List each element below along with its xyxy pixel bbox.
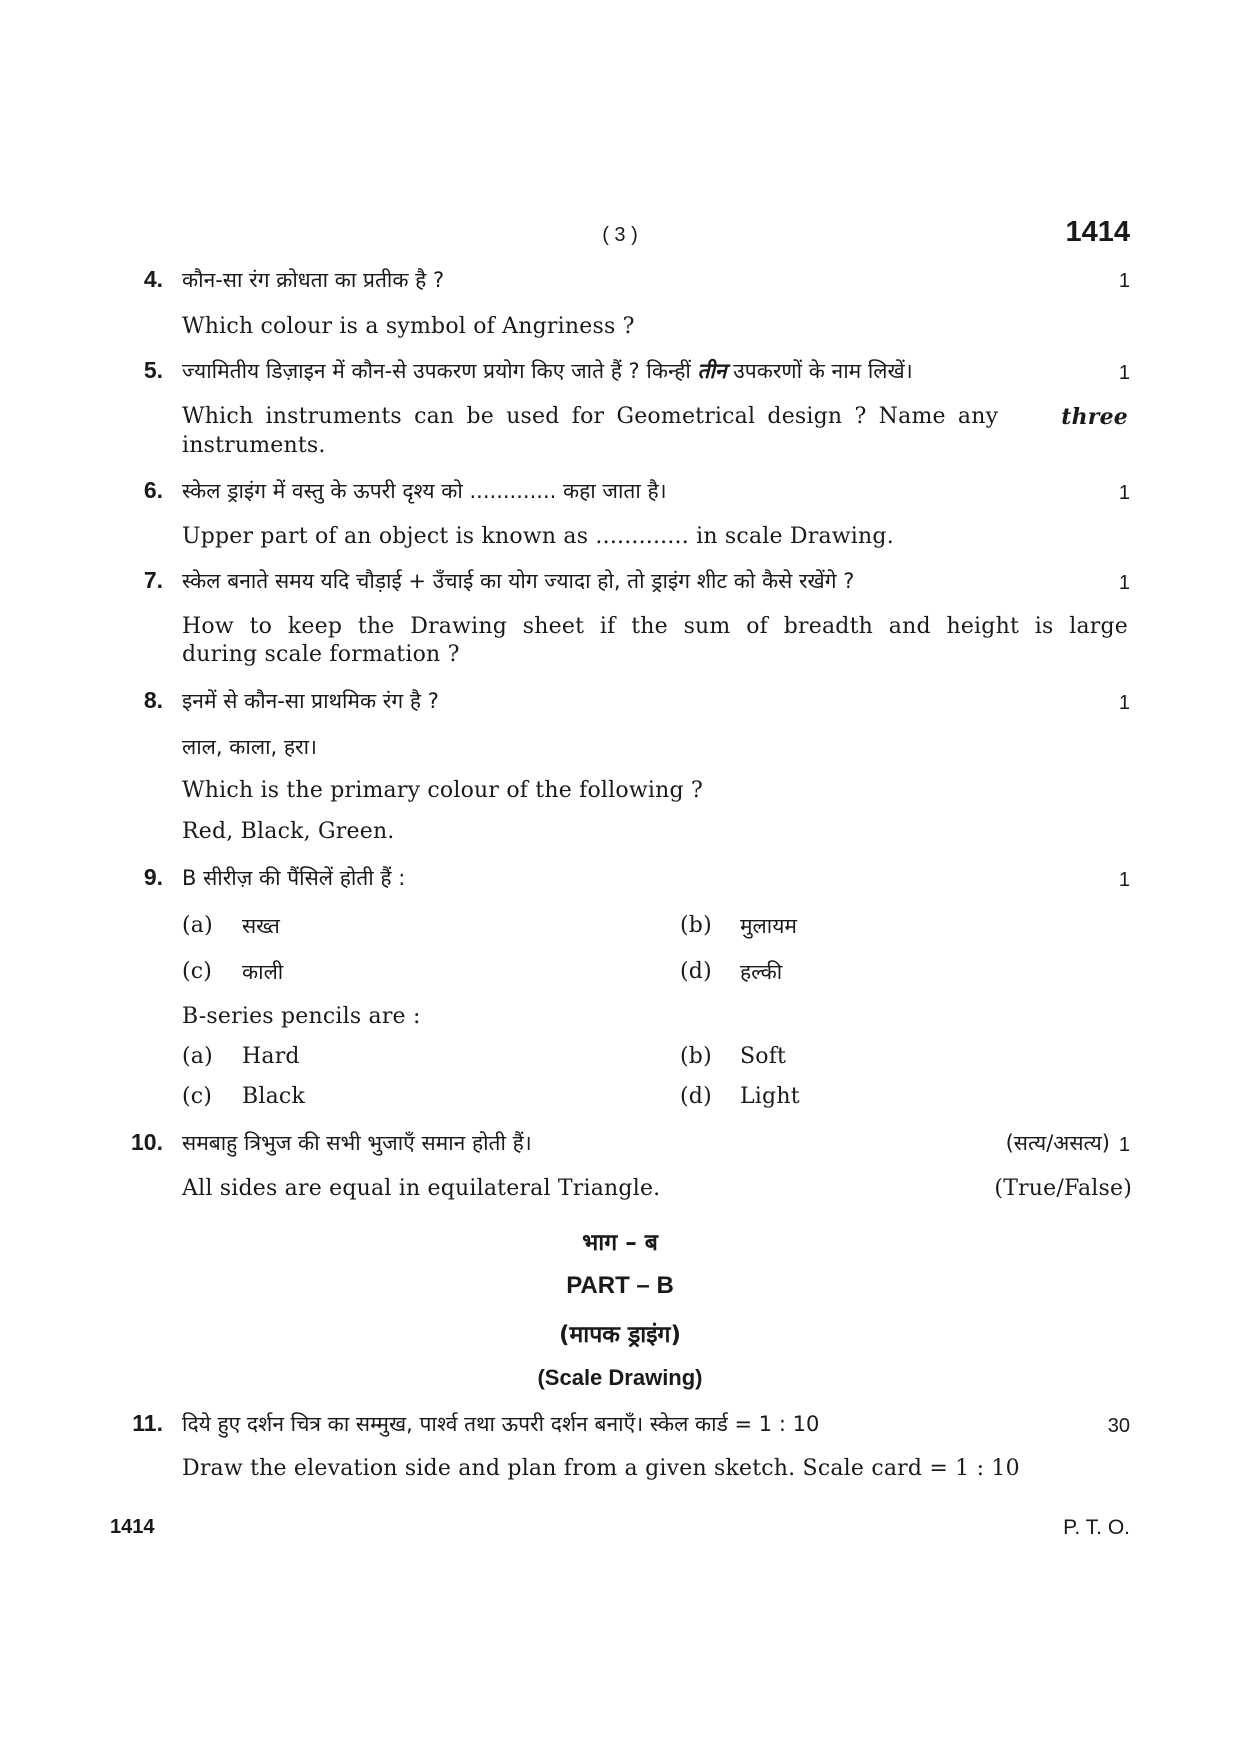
q9-hindi-option-text: सख्त	[242, 914, 280, 938]
q5-english-line1	[182, 404, 1128, 430]
q5-hindi-part-b: उपकरणों के नाम लिखें।	[733, 359, 913, 383]
q9-hindi-option-text: काली	[242, 960, 284, 984]
q8-hindi: इनमें से कौन-सा प्राथमिक रंग है ?	[182, 689, 439, 713]
q11-marks: 30	[1107, 1415, 1130, 1437]
q9-hindi: B सीरीज़ की पैंसिलें होती हैं :	[182, 866, 406, 890]
q10-english-tag: (True/False)	[994, 1176, 1132, 1201]
q6-english: Upper part of an object is known as ............. in scale Drawing.	[182, 524, 894, 549]
q10-hindi: समबाहु त्रिभुज की सभी भुजाएँ समान होती हैं।	[182, 1131, 532, 1155]
q6-hindi: स्केल ड्राइंग में वस्तु के ऊपरी दृश्य को ............. कहा जाता है।	[182, 479, 667, 503]
page-number: ( 3 )	[602, 224, 638, 246]
q9-hindi-option-label: (a)	[182, 913, 213, 938]
q5-english-line2: instruments.	[182, 433, 326, 458]
q5-hindi-emphasis: तीन	[697, 359, 727, 383]
q5-marks: 1	[1118, 362, 1130, 384]
q7-english-line1: How to keep the Drawing sheet if the sum of breadth and height is large	[182, 614, 1128, 639]
q9-english-option-label: (d)	[680, 1084, 712, 1109]
q9-hindi-option-text: हल्की	[740, 960, 783, 984]
q9-english-option-text: Soft	[740, 1044, 787, 1069]
q6-marks: 1	[1118, 482, 1130, 504]
q9-english-option-label: (c)	[182, 1084, 213, 1109]
footer-code: 1414	[110, 1516, 155, 1538]
part-b-hindi-subheading: (मापक ड्राइंग)	[559, 1322, 681, 1348]
q9-hindi-option-text: मुलायम	[740, 914, 797, 938]
q8-english-options: Red, Black, Green.	[182, 819, 395, 844]
q8-hindi-options: लाल, काला, हरा।	[182, 735, 317, 759]
q7-number: 7.	[143, 567, 163, 593]
footer-pto: P. T. O.	[1063, 1516, 1130, 1539]
q7-marks: 1	[1118, 572, 1130, 594]
q9-hindi-option-label: (d)	[680, 959, 712, 984]
paper-code: 1414	[1065, 216, 1130, 248]
q10-hindi-tag: (सत्य/असत्य)	[1005, 1131, 1110, 1155]
q5-hindi-part-a: ज्यामितीय डिज़ाइन में कौन-से उपकरण प्रयोग किए जाते हैं ? किन्हीं	[182, 359, 691, 383]
q7-english-line2: during scale formation ?	[182, 642, 460, 667]
q8-marks: 1	[1118, 692, 1130, 714]
q4-hindi: कौन-सा रंग क्रोधता का प्रतीक है ?	[182, 268, 445, 292]
q8-english: Which is the primary colour of the following ?	[182, 778, 703, 803]
q9-hindi-option-label: (c)	[182, 959, 213, 984]
q4-marks: 1	[1118, 270, 1130, 292]
q9-english-option-label: (b)	[680, 1044, 712, 1069]
q5-english-text: Which instruments can be used for Geometrical design ? Name any	[182, 404, 999, 429]
q11-english: Draw the elevation side and plan from a given sketch. Scale card = 1 : 10	[182, 1456, 1020, 1481]
q5-english-emphasis: three	[1061, 404, 1128, 430]
q4-number: 4.	[143, 266, 163, 292]
q10-number: 10.	[131, 1129, 163, 1155]
q5-number: 5.	[143, 357, 163, 383]
q9-marks: 1	[1118, 869, 1130, 891]
q9-hindi-option-label: (b)	[680, 913, 712, 938]
q10-english: All sides are equal in equilateral Triangle.	[182, 1176, 661, 1201]
part-b-heading: PART – B	[566, 1272, 674, 1299]
q11-hindi: दिये हुए दर्शन चित्र का सम्मुख, पार्श्व तथा ऊपरी दर्शन बनाएँ। स्केल कार्ड = 1 : 10	[182, 1412, 820, 1436]
q9-english-option-text: Hard	[242, 1044, 300, 1069]
q5-hindi	[182, 357, 913, 385]
part-b-hindi-heading: भाग – ब	[582, 1230, 658, 1256]
q9-english: B-series pencils are :	[182, 1004, 421, 1029]
part-b-subheading: (Scale Drawing)	[537, 1365, 703, 1390]
q8-number: 8.	[143, 687, 163, 713]
q11-number: 11.	[132, 1410, 163, 1436]
q10-marks: 1	[1118, 1134, 1130, 1156]
q4-english: Which colour is a symbol of Angriness ?	[182, 314, 635, 339]
q9-english-option-label: (a)	[182, 1044, 213, 1069]
q9-number: 9.	[143, 864, 163, 890]
q9-english-option-text: Black	[242, 1084, 305, 1109]
q9-english-option-text: Light	[740, 1084, 800, 1109]
q7-hindi: स्केल बनाते समय यदि चौड़ाई + उँचाई का योग ज्यादा हो, तो ड्राइंग शीट को कैसे रखेंगे ?	[182, 569, 855, 593]
q6-number: 6.	[143, 477, 163, 503]
